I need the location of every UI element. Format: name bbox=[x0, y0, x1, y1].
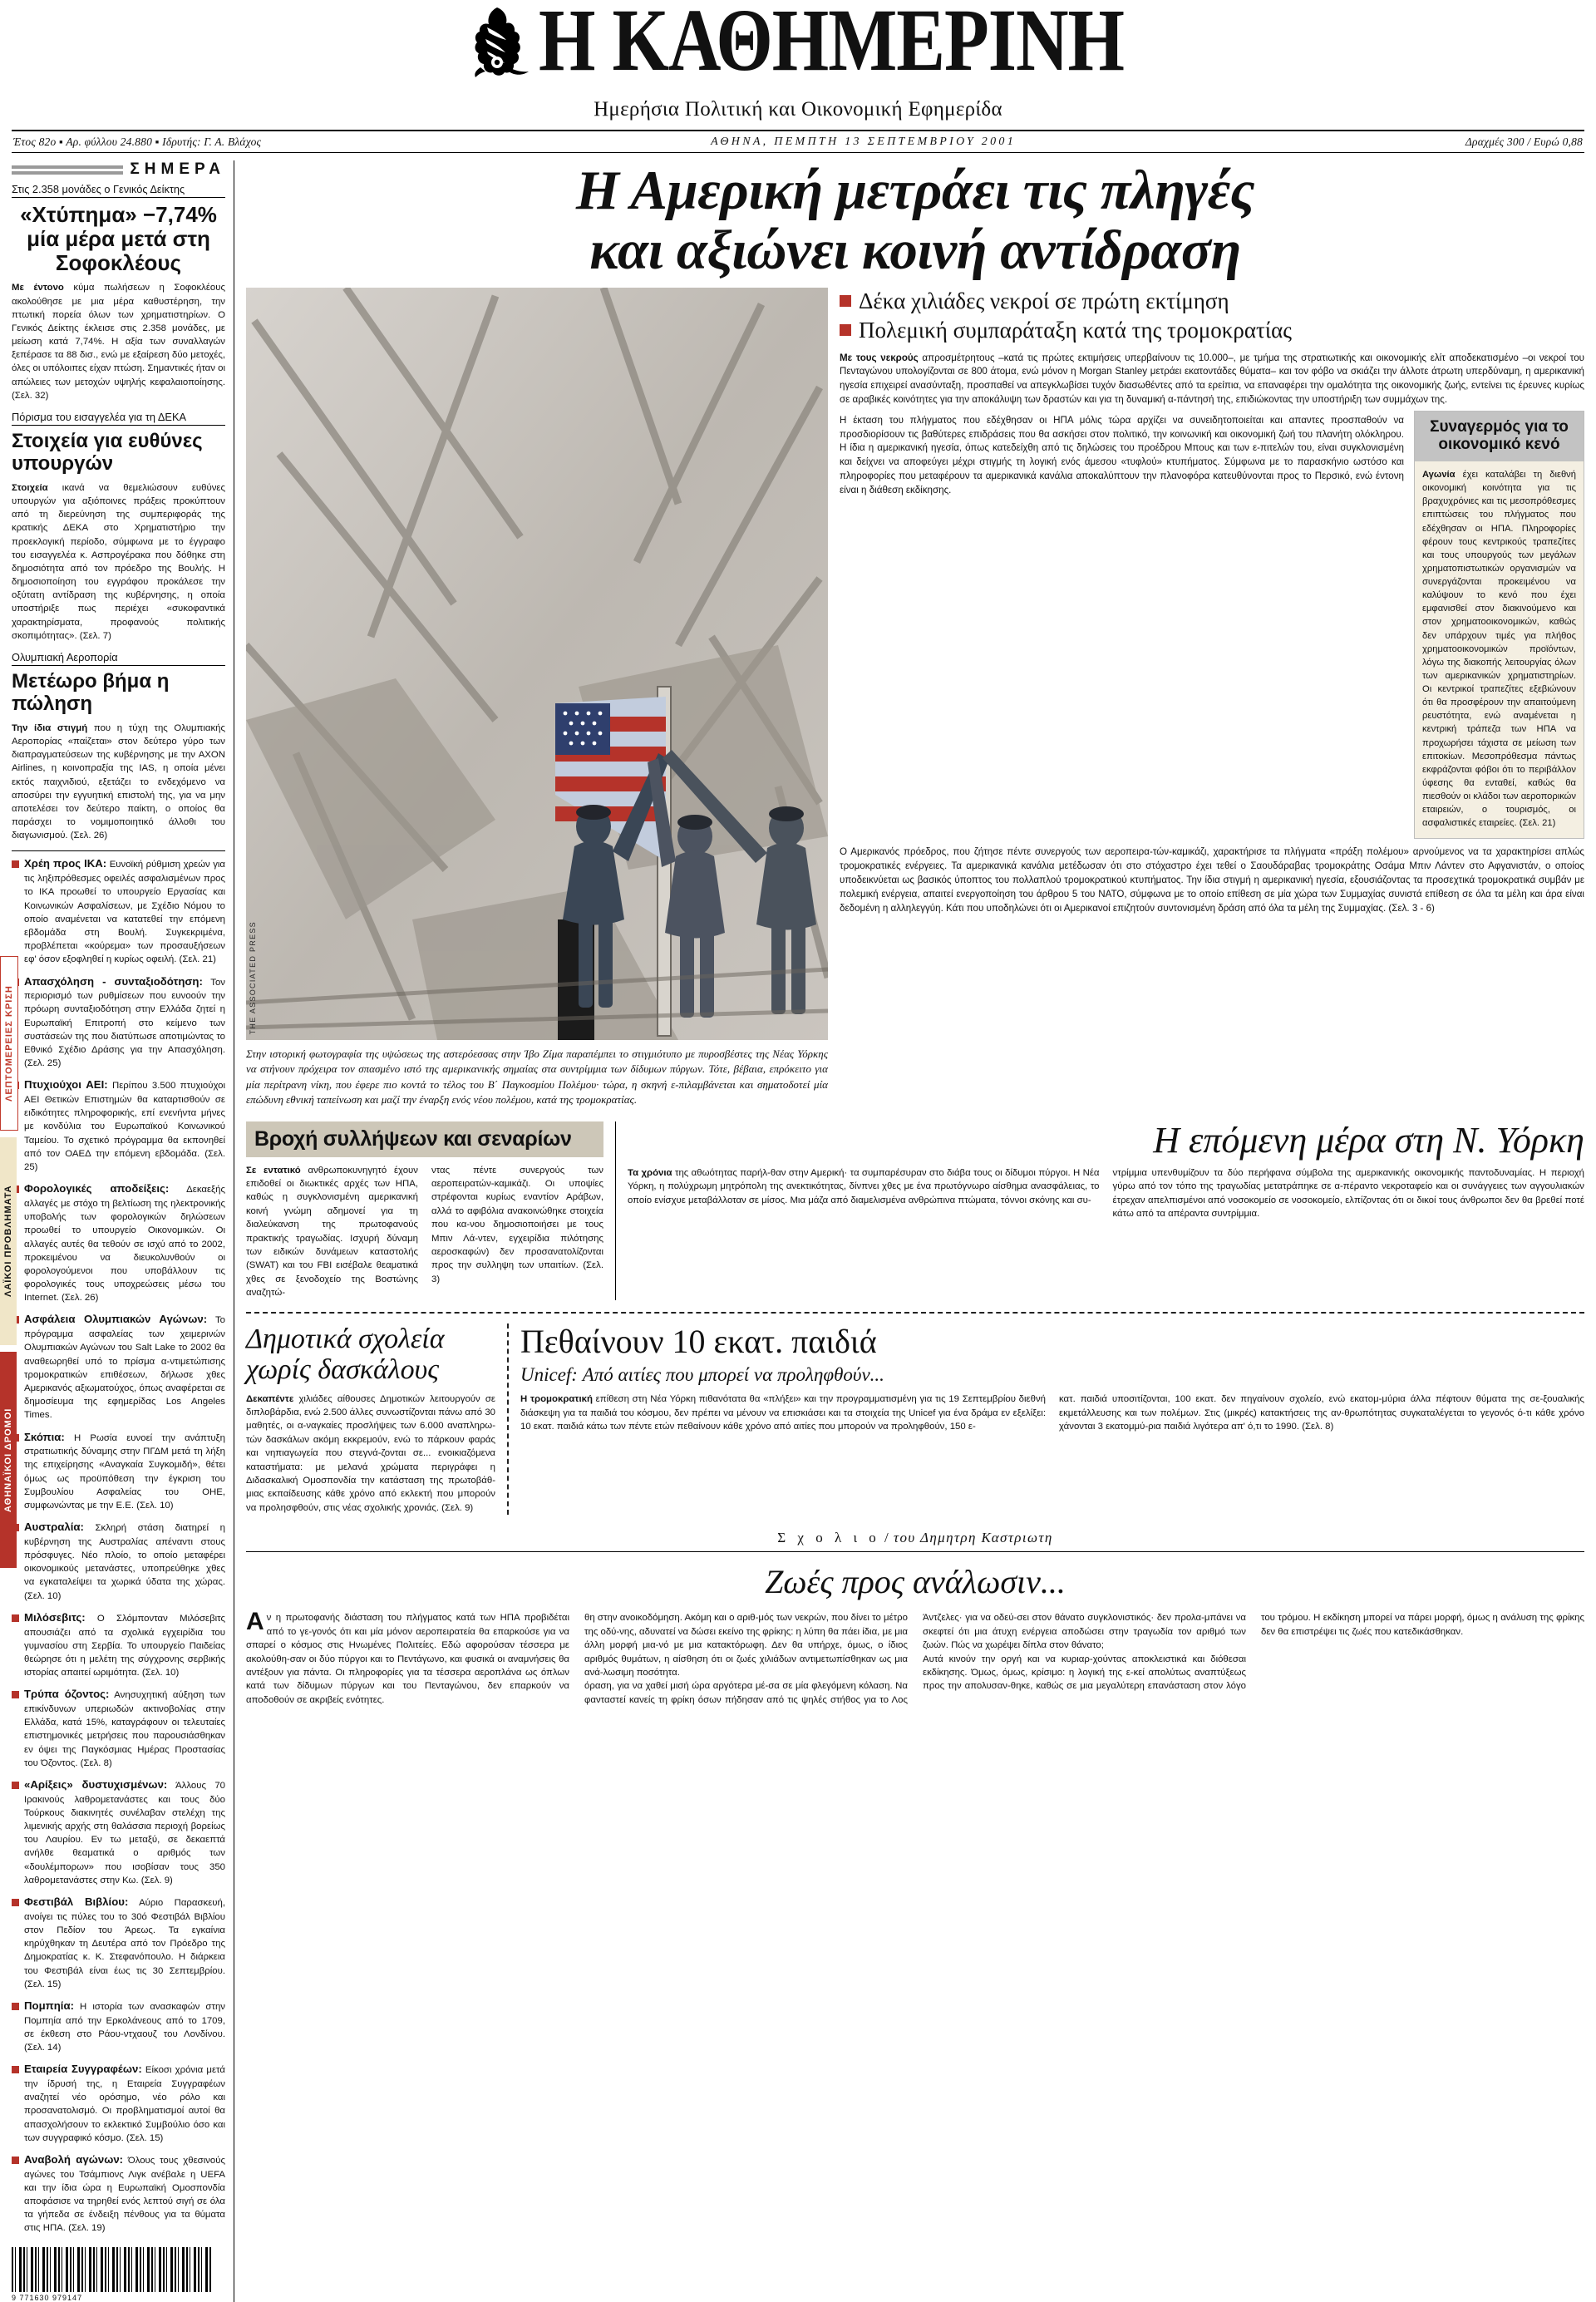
list-item[interactable] bbox=[12, 1430, 225, 1513]
economy-alert-box bbox=[1414, 411, 1584, 840]
spine-label-1: ΛΕΠΤΟΜΕΡΕΙΕΣ ΚΡΙΣΗ bbox=[0, 956, 18, 1131]
list-item[interactable] bbox=[12, 1895, 225, 1991]
hero-row bbox=[246, 288, 1584, 1108]
deka-lead-bold: Στοιχεία bbox=[12, 482, 48, 493]
brief-body: Ευνοϊκή ρύθμιση χρεών για τις ληξιπρόθεσμες οφειλές ασφαλισμένων προς το ΙΚΑ προωθεί το υπουργείο Εργασίας και Κοινωνικών Ασφαλίσεων, με Σχέδιο Νόμου το οποίο αναμένεται να κατατεθεί την επόμενη εβδομάδα στη Βουλή. Συγκεκριμένα, προβλέπεται «κούρεμα» των προσαυξήσεων εφ' όσον εξοφληθεί η κυρίως οφειλή. (Σελ. 21) bbox=[24, 860, 225, 965]
deck-two bbox=[246, 1121, 1584, 1300]
headline-line-1: Η Αμερική μετράει τις πληγές bbox=[575, 160, 1255, 221]
hero-photo-block bbox=[246, 288, 828, 1108]
arrests-col-1 bbox=[246, 1164, 418, 1300]
brief-body: Η ιστορία των ανασκαφών στην Πομπηία από την Ερκολάνεους από το 1709, σε έκθεση στο Ράου-ντχαουζ του Λονδίνου. (Σελ. 14) bbox=[24, 2001, 225, 2053]
brief-body: Περίπου 3.500 πτυχιούχοι ΑΕΙ Θετικών Επιστημών θα καταρτισθούν σε ειδικότητες πληροφορικής, επί ενενήντα μήνες με κονδύλια του Ευρωπαϊκού Κοινωνικού Ταμείου. Το σχετικό πρόγραμμα θα εκπονηθεί από τον ΟΑΕΔ την επόμενη εβδομάδα. (Σελ. 25) bbox=[24, 1081, 225, 1173]
stocks-kicker: Στις 2.358 μονάδες ο Γενικός Δείκτης bbox=[12, 183, 225, 198]
masthead-title: Η ΚΑΘΗΜΕΡΙΝΗ bbox=[539, 0, 1124, 91]
brief-text bbox=[24, 974, 225, 1071]
arrests-bold: Σε εντατικό bbox=[246, 1165, 301, 1176]
commentary-col-3: όραση, για να χαθεί μισή ώρα αργότερα μέ-σα σε μία φλεγόμενη κόλαση. Να φανταστεί κανείς τη φρίκη όσων πήδησαν από τις ψηλές στήθος για το Λος Άντζελες· για να οδεύ-σει στον θάνατο συγκλονιστικός· δεν προλα-μπάνει να σκεφτεί ότι μια άτυχη ενέργεια αποδώσει στην τραγωδία τον αριθμό των ζωών. Πώς να χωρέψει δίπλα στον θάνατο; bbox=[584, 1613, 1246, 1705]
barcode bbox=[12, 2247, 211, 2302]
economy-box-body bbox=[1415, 461, 1584, 838]
bullet-square-icon bbox=[12, 1899, 19, 1906]
lead-intro-bold: Με τους νεκρούς bbox=[840, 352, 919, 363]
bullet-square-icon bbox=[12, 860, 19, 868]
brief-title: Εταιρεία Συγγραφέων: bbox=[24, 2063, 142, 2076]
bullet-square-icon bbox=[12, 1614, 19, 1622]
brief-title: Αναβολή αγώνων: bbox=[24, 2152, 124, 2166]
list-item[interactable] bbox=[12, 1687, 225, 1770]
lead-intro-text: απροσμέτρητους –κατά τις πρώτες εκτιμήσεις υπερβαίνουν τις 10.000–, με τμήμα της στρατιωτικής και οικονομικής ελίτ αποδεκατισμένο –οι νεκροί του Πενταγώνου υπολογίζονται σε 800 άτομα, ενώ μόνον η Morgan Stanley μετράει εκατοντάδες θύματα– και τον φόβο να σκιάζει την άλλοτε άτρωτη υπερδύναμη, η αμερικανική ηγεσία επιχειρεί ανασύνταξη, προσπαθεί να απεγκλωβίσει τυχόν διασωθέντες από τα ερείπια, να επαναφέρει την ομαλότητα της οικονομικής ζωής, εντείνει τις έρευνες κυρίως σε αραβικές κοινότητες για την αποκάλυψη των δραστών και για τη δυναμική α-πάντησή της, επιδιώκοντας την υποστήριξη των συμμάχων της. bbox=[840, 352, 1584, 405]
brief-text bbox=[24, 1999, 225, 2054]
unicef-columns bbox=[520, 1393, 1584, 1433]
schools-body-text: χιλιάδες αίθουσες Δημοτικών λειτουργούν σε διπλοβάρδια, ενώ 2.500 άλλες συνωστίζονται πάνω από 30 μαθητές, οι α-ναγκαίες προσλήψεις των 6.000 αναπληρω-τών δασκάλων ακόμη εκκρεμούν, ενώ το πάρκουν φαράς και νηπιαγωγεία που στεγνά-ζονται σε... ενοικιαζόμενα καταστήματα: με μελανά χρώματα περιγράφει η Διδασκαλική Ομοσπονδία την κατάσταση της πρωτοβάθ-μιας εκπαίδευσης κάθε χρόνο από εκλεκτή που μπορούν να προλησφθούν, στις νέας σχολικής χρονιάς. (Σελ. 9) bbox=[246, 1393, 495, 1513]
main-content bbox=[12, 160, 1584, 2302]
olympic-lead-bold: Την ίδια στιγμή bbox=[12, 722, 88, 733]
hero-photo bbox=[246, 288, 828, 1040]
sidebar-label: ΣΗΜΕΡΑ bbox=[130, 160, 225, 178]
economy-box-bold: Αγωνία bbox=[1422, 470, 1456, 481]
brief-text bbox=[24, 1520, 225, 1603]
brief-text bbox=[24, 856, 225, 966]
brief-title: Πομπηία: bbox=[24, 1999, 74, 2012]
masthead-price: Δραχμές 300 / Ευρώ 0,88 bbox=[1465, 136, 1583, 148]
deka-body-text: ικανά να θεμελιώσουν ευθύνες υπουργών για αξιόποινες πράξεις προκύπτουν από τη διερεύνηση της συμπεριφοράς της κρατικής ΔΕΚΑ στο Χρηματιστήριο την προεκλογική περίοδο, σύμφωνα με το έγγραφο του εισαγγελέα κ. Ασπρογέρακα που δόθηκε στη δημοσιότητα από τον πρόεδρο της Βουλής. Η δημοσιοποίηση του εγγράφου προκάλεσε την οξύτατη αντίδραση της κυβέρνησης, η οποία υποστήριξε πως περιέχει «συκοφαντικά χαρακτηρίσματα, προφανούς πολιτικής σκοπιμότητας». (Σελ. 7) bbox=[12, 482, 225, 641]
deka-headline[interactable]: Στοιχεία για ευθύνες υπουργών bbox=[12, 430, 203, 475]
story-arrests bbox=[246, 1121, 603, 1300]
brief-title: Μιλόσεβιτς: bbox=[24, 1610, 86, 1624]
commentary-byline: του Δημητρη Καστριωτη bbox=[894, 1530, 1053, 1546]
spine-label-3: ΑΘΗΝΑΪΚΟΙ ΔΡΟΜΟΙ bbox=[0, 1352, 17, 1568]
commentary-col-4: Αυτά κινούν την οργή και να κυριαρ-χούντας αποκλειστικά και διόθεσαι εκδίκησης. Όμως, όμως, κρίσιμο: η λογική της ε-κεί απολύτως αναπτύξεως προς την απολυσαν-θηκε, καθώς σε μια μεγαλύτερη επανάσταση στον λόγο του τρόμου. Η εκδίκηση μπορεί να πάρει μορφή, όμως η ανάλυση της φρίκης δεν θα επιστρέψει τις ζωές που κατεδικάσθηκαν. bbox=[923, 1613, 1584, 1692]
schools-headline-line-1: Δημοτικά σχολεία bbox=[246, 1323, 445, 1354]
unicef-headline[interactable]: Πεθαίνουν 10 εκατ. παιδιά bbox=[520, 1322, 877, 1360]
commentary-label: Σ χ ο λ ι ο bbox=[777, 1530, 880, 1546]
barcode-bars bbox=[12, 2247, 211, 2292]
list-item[interactable] bbox=[12, 1520, 225, 1603]
masthead-subtitle: Ημερήσια Πολιτική και Οικονομική Εφημερίδα bbox=[594, 98, 1002, 121]
bullet-square-icon bbox=[840, 324, 851, 336]
bullet-square-icon bbox=[12, 2066, 19, 2073]
left-spine bbox=[0, 956, 22, 1568]
list-item[interactable] bbox=[12, 1610, 225, 1679]
brief-title: Πτυχιούχοι ΑΕΙ: bbox=[24, 1078, 108, 1092]
unicef-bold: Η τρομοκρατική bbox=[520, 1394, 593, 1405]
sidebar-header bbox=[12, 160, 225, 179]
stocks-lead-bold: Με έντονο bbox=[12, 283, 64, 293]
nextday-bold: Τα χρόνια bbox=[628, 1167, 672, 1178]
list-item[interactable] bbox=[12, 1777, 225, 1887]
bullet-square-icon bbox=[12, 1782, 19, 1789]
photo-credit: THE ASSOCIATED PRESS bbox=[249, 921, 257, 1035]
schools-headline[interactable] bbox=[246, 1324, 495, 1386]
story-unicef bbox=[507, 1324, 1584, 1516]
nextday-col-2: ντρίμμια υπενθυμίζουν τα δύο περήφανα σύμβολα της αμερικανικής οικονομικής παντοδυναμίας. Η περιοχή γύρω από τον τόπο της τραγωδίας μετατράπηκε σε α-πέραντο νεκροταφείο και οι συνάγγειες των αγγουλιακών έτρεχαν απελπισμένοι από νοσοκομείο σε νοσοκομείο, ελπίζοντας ότι οι δικοί τους άνθρωποι δεν θα βρεθεί ποτέ κάτω από τα απέραντα συντρίμμια. bbox=[1112, 1167, 1584, 1219]
nextday-columns bbox=[628, 1166, 1584, 1221]
nextday-col-1-text: της αθωότητας παρήλ-θαν στην Αμερική· τα συμπαρέσυραν στο διάβα τους οι δίδυμοι πύργοι. Η Νέα Υόρκη, η πολύχρωμη μητρόπολη της ανεκτικότητας, δίνπνει χθες με ένα πρωτόγνωρο αίσθημα ανασφάλειας, το οποίο ενίσχυε μεταβάλλοταν σε μίσος. Μια μάζα από διαμελισμένα ανθρώπινα πτώματα, τόννοι σκόνης και συ- bbox=[628, 1167, 1100, 1205]
bullet-square-icon bbox=[840, 295, 851, 307]
brief-body: Ανησυχητική αύξηση των επικίνδυνων υπεριωδών ακτινοβολίας στην Ελλάδα, κατά 15%, καταγράφουν οι τελευταίες επιστημονικές μετρήσεις που παρουσιάσθηκαν εν όψει της Παγκόσμιας Ημέρας Προστασίας του Όζοντος. (Σελ. 8) bbox=[24, 1690, 225, 1768]
brief-body: Είκοσι χρόνια μετά την ίδρυσή της, η Εταιρεία Συγγραφέων αναζητεί νέο ορόσημο, νέο ρόλο και προσανατολισμό. Οι προβληματισμοί αυτοί θα απασχολήσουν το εκλεκτικό Συμβούλιο όσο και των συγγραφικό κόσμο. (Σελ. 15) bbox=[24, 2065, 225, 2143]
bullet-square-icon bbox=[12, 2003, 19, 2010]
commentary-title[interactable]: Ζωές προς ανάλωσιν... bbox=[765, 1563, 1066, 1601]
list-item[interactable] bbox=[840, 288, 1584, 315]
brief-title: Απασχόληση - συνταξιοδότηση: bbox=[24, 974, 203, 988]
list-item[interactable] bbox=[840, 317, 1584, 344]
brief-body: Άλλους 70 Ιρακινούς λαθρομετανάστες και τους δύο Τούρκους διακινητές συνέλαβαν στελέχη της λιμενικής αρχής στη θαλάσσια περιοχή βορείως του Λαυρίου. Εν τω μεταξύ, σε δεκαεπτά ανήλθε θεαματικά ο αριθμός των «δουλέμπορων» που ισοβίσαν τους 350 λαθρομετανάστες στην Κω. (Σελ. 9) bbox=[24, 1781, 225, 1885]
brief-text bbox=[24, 2152, 225, 2235]
headline-line-2: και αξιώνει κοινή αντίδραση bbox=[589, 219, 1241, 282]
sidebar-header-rules bbox=[12, 163, 123, 177]
brief-title: «Αρίξεις» δυστυχισμένων: bbox=[24, 1778, 168, 1791]
brief-body: Ο Σλόμπονταν Μιλόσεβιτς απουσιάζει από τα σχολικά εγχειρίδια του γυμνασίου στη Σερβία. Το υπουργείο Παιδείας θεώρησε ότι η μελέτη της σύγχρονης σερβικής ιστορίας απαιτεί ωριμότητα. (Σελ. 10) bbox=[24, 1613, 225, 1678]
olympic-headline[interactable]: Μετέωρο βήμα η πώληση bbox=[12, 670, 170, 715]
list-item[interactable] bbox=[12, 2152, 225, 2235]
list-item[interactable] bbox=[12, 1312, 225, 1422]
page-title[interactable] bbox=[246, 160, 1584, 281]
lead-bullets bbox=[840, 288, 1584, 344]
olympic-kicker: Ολυμπιακή Αεροπορία bbox=[12, 651, 225, 666]
brief-title: Αυστραλία: bbox=[24, 1521, 84, 1534]
brief-title: Φεστιβάλ Βιβλίου: bbox=[24, 1895, 129, 1909]
brief-text bbox=[24, 1430, 225, 1513]
masthead-rule-bottom bbox=[12, 152, 1584, 153]
masthead bbox=[12, 0, 1584, 153]
commentary-columns bbox=[246, 1608, 1584, 1707]
schools-headline-line-2: χωρίς δασκάλους bbox=[246, 1354, 440, 1386]
commentary-col-2: θη στην ανοικοδόμηση. Ακόμη και ο αριθ-μός των νεκρών, που δίνει το μέτρο της οδύ-νης, αδυνατεί να δώσει εκείνο της φρίκης: η λύπη θα πάει ίδια, με μια άλλη μορφή μια-νό με μια κατακτόρωφη. Δεν θα υπήρχε, όμως, ο ίδιος αριθμός θυμάτων, η αίσθηση ότι οι ζωές χιλιάδων αντιμετωπίσθηκαν ως μια ανά-λωσιμη ποσότητα. bbox=[584, 1613, 908, 1678]
brief-text bbox=[24, 1610, 225, 1679]
spine-label-2: ΛΑΪΚΟΙ ΠΡΟΒΛΗΜΑΤΑ bbox=[0, 1137, 17, 1345]
brief-text bbox=[24, 1181, 225, 1304]
section-divider-dashed bbox=[246, 1312, 1584, 1314]
deka-body bbox=[12, 481, 225, 643]
commentary-col-1: Αν η πρωτοφανής διάσταση του πλήγματος κατά των ΗΠΑ προβιδέται από το γε-γονός ότι και μία μόνον αεροπειρατεία θα επαρκούσε για να σπαρεί ο κόσμος στις Ηνωμένες Πολιτείες. Εδώ αφορούσαν τέσσερα με ακολούθη-σαν οι δύο πύργοι και το Πεντάγωνο, και φυσικά οι αναμνήσεις θα αντέξουν για πάντα. Οι πληροφορίες για τα τέσσερα αεροπλάνα ως όπλων κατά των δίδυμων πύργων και του Πενταγώνου, δεν επαρκούν να αποδοθούν σε ακριβείς ενότητες. bbox=[246, 1608, 569, 1705]
nextday-col-1 bbox=[628, 1166, 1100, 1207]
nextday-headline[interactable]: Η επόμενη μέρα στη Ν. Υόρκη bbox=[1153, 1119, 1584, 1161]
unicef-subheadline: Unicef: Από αιτίες που μπορεί να προληφθούν... bbox=[520, 1363, 884, 1385]
bullet-square-icon bbox=[12, 2157, 19, 2164]
bullet-square-icon bbox=[12, 1691, 19, 1698]
economy-box-text: έχει καταλάβει τη διεθνή οικονομική κοινότητα για τις βραχυχρόνιες και τις μεσοπρόθεσμες επιπτώσεις του πλήγματος που εδέχθησαν οι ΗΠΑ. Πληροφορίες φέρουν τους κεντρικούς τραπεζίτες και τους υπουργούς των μεγάλων χρηματοπιστωτικών οργανισμών να συνεργάζονται προκειμένου να καλύψουν το κενό που έχει εμφανισθεί στον διακινούμενο και στον χρηματοοικονομικών, καθώς δεν υπάρχουν τιμές για πλήθος χρηματοοικονομικών προϊόντων, λόγω της διακοπής λειτουργίας όλων των αμερικανικών χρηματιστηρίων. Οι κεντρικοί τραπεζίτες εξεβιώνουν ότι θα προσφέρουν την απαιτούμενη ρευστότητα, ενώ αναμένεται η κεντρική τράπεζα των ΗΠΑ να προχωρήσει τάχιστα σε μείωση των επιτοκίων. Μεσοπρόθεσμα πάντως εκφράζονται φόβοι ότι το περιβάλλον ύφεσης θα ενταθεί, καθώς θα πιεσθούν οι κλάδοι των αεροπορικών εταιρειών, ο τουρισμός, οι ασφαλιστικές εταιρείες. (Σελ. 21) bbox=[1422, 470, 1576, 829]
lead-secondary-text bbox=[840, 407, 1404, 840]
commentary-rule bbox=[246, 1551, 1584, 1552]
brief-body: Σκληρή στάση διατηρεί η κυβέρνηση της Αυστραλίας απέναντι στους πρόσφυγες. Νέο πλοίο, το οποίο μεταφέρει οικονομικούς μετανάστες, υποπρεύθηκε χθες να εγκαταλείψει τα χωρικά ύδατα της χώρας. (Σελ. 10) bbox=[24, 1523, 225, 1601]
sidebar-today bbox=[12, 160, 234, 2302]
unicef-col-1-text: επίθεση στη Νέα Υόρκη πιθανότατα θα «πλήξει» και την προγραμματισμένη για τις 19 Σεπτεμβρίου διεθνή διάσκεψη για τα παιδιά του κόσμου, δεν πρέπει να μένουν να επισκιάσει και τα στοιχεία της Unicef για ένα δράμα εν εξελίξει: 10 εκατ. παιδιά κάτω των πέντε ετών πεθαίνουν κάθε χρόνο από αιτίες που μπορούν να προληφθούν, 150 ε- bbox=[520, 1394, 1046, 1432]
list-item[interactable] bbox=[12, 1999, 225, 2054]
brief-text bbox=[24, 1312, 225, 1422]
brief-body: Όλους τους χθεσινούς αγώνες του Τσάμπιονς Λιγκ ανέβαλε η UEFA και την ίδια ώρα η Ευρωπαϊκή Ομοσπονδία αποφάσισε να τηρηθεί ενός λεπτού σιγή σε όλα τα γήπεδα σε ένδειξη πένθους για τα θύματα στις ΗΠΑ. (Σελ. 19) bbox=[24, 2155, 225, 2234]
olympic-body bbox=[12, 722, 225, 843]
brief-title: Χρέη προς ΙΚΑ: bbox=[24, 857, 107, 870]
arrests-headline[interactable]: Βροχή συλλήψεων και σεναρίων bbox=[246, 1121, 603, 1157]
olympic-body-text: που η τύχη της Ολυμπιακής Αεροπορίας «παίζεται» στον δεύτερο γύρο των διαπραγματεύσεων της κυβέρνησης με την ΑΧΟΝ Airlines, η κοινοπραξία της IAS, η οποία μένει εκτός παιχνιδιού, εξετάζει το ενδεχόμενο να αποσύρει την εγγυητική επιστολή της, για να μην αποτελέσει τον δεύτερο παίκτη, ο οποίος θα παράσχει το νομιμοποιητικό άλλοθι του διαγωνισμού. (Σελ. 26) bbox=[12, 722, 226, 841]
story-nextday bbox=[615, 1121, 1584, 1300]
hero-photo-illustration bbox=[246, 288, 828, 1040]
stocks-body-text: κύμα πωλήσεων η Σοφοκλέους ακολούθησε με μια μέρα καθυστέρηση, την πτωτική πορεία όλων των χρηματιστηρίων. Ο Γενικός Δείκτης έκλεισε στις 2.358 μονάδες, με μείωση κατά 7,74%. Η αξία των συναλλαγών ξεπέρασε τα 88 δισ., ενώ με εξαίρεση δύο μετοχές, όλες οι υπόλοιπες είχαν πτώση. Σημαντικές ήταν οι απώλειες των μετοχών υψηλής κεφαλαιοποίησης. (Σελ. 32) bbox=[12, 283, 225, 401]
brief-title: Φορολογικές αποδείξεις: bbox=[24, 1182, 170, 1195]
lead-intro bbox=[840, 352, 1584, 407]
arrests-columns bbox=[246, 1164, 603, 1300]
deck-three bbox=[246, 1324, 1584, 1516]
brief-text bbox=[24, 1687, 225, 1770]
lead-body-3: Ο Αμερικανός πρόεδρος, που ζήτησε πέντε συνεργούς των αεροπειρα-τών-καμικάζι, χαρακτήρισε τα πλήγματα «πράξη πολέμου» αρνούμενος να τα χαρακτηρίσει απλώς τρομοκρατικές ενέργειες. Τα αμερικανικά κανάλια μετέδωσαν ότι στο στόχαστρο έχει τεθεί ο Σαουδάραβας τρομοκράτης Οσάμα Μπιν Λάντεν στο Αφγανιστάν, ο οποίος υποδεικνύεται ως βασικός ύποπτος του πολλαπλού τρομοκρατικού κτυπήματος. Την ίδια στιγμή η αμερικανική ηγεσία, εξουσιάζοντας τα προσεχτικά τρομοκρατικά συμβάν με πολεμική ενέργεια, απαιτεί ενεργοποίηση του άρθρου 5 του ΝΑΤΟ, σύμφωνα με το οποίο επίθεση σε μία χώρα των Συμμαχίας συνιστά επίθεση σε όλα τα μέλη και άρα είναι δεδομένη η αλληλεγγύη. Κάτι που υποδηλώνει ότι οι Αμερικανοί επιζητούν συντονισμένη δράση από όλα τα μέλη της Συμμαχίας. (Σελ. 3 - 6) bbox=[840, 846, 1584, 914]
schools-bold: Δεκαπέντε bbox=[246, 1393, 294, 1404]
photo-caption: Στην ιστορική φωτογραφία της υψώσεως της αστερόεσσας στην Ίβο Ζίμα παραπέμπει το στιγμιότυπο με πυροσβέστες της Νέας Υόρκης να στήνουν πρόχειρα τον σπασμένο ιστό της αμερικανικής σημαίας στα συντρίμμια των δίδυμων πύργων. Τότε, βέβαια, επρόκειτο για μία περίτρανη νίκη, που έφερε πιο κοντά το τέλος του Β΄ Παγκοσμίου Πολέμου· τώρα, η σκηνή ε-πιλαμβάνεται και σηματοδοτεί μία επώδυνη εθνική ταπείνωση και μαζί την έναρξη ενός νέου πολέμου, κατά της τρομοκρατίας. bbox=[246, 1047, 828, 1107]
lead-headline-wrap bbox=[246, 160, 1584, 281]
masthead-logo-row bbox=[12, 0, 1584, 91]
main-column bbox=[234, 160, 1584, 2302]
lead-bullet-text: Δέκα χιλιάδες νεκροί σε πρώτη εκτίμηση bbox=[859, 288, 1229, 313]
brief-body: Αύριο Παρασκευή, ανοίγει τις πύλες του το 30ό Φεστιβάλ Βιβλίου στον Πεδίον του Άρεως. Τα εγκαίνια κηρύχθηκαν τη Δευτέρα από τον Πρόεδρο της Δημοκρατίας κ. Κ. Στεφανόπουλο. Η διάρκεια του Φεστιβάλ είναι έως τις 30 Σεπτεμβρίου. (Σελ. 15) bbox=[24, 1898, 226, 1989]
list-item[interactable] bbox=[12, 1181, 225, 1304]
commentary-slash: / bbox=[884, 1530, 894, 1546]
brief-body: Δεκαεξής αλλαγές με στόχο τη βελτίωση της ηλεκτρονικής υποβολής των φορολογικών δηλώσεων προωθεί το υπουργείο Οικονομικών. Οι αλλαγές αυτές θα τεθούν σε ισχύ από το 2002, προκειμένου να διευκολυνθούν οι φορολογούμενοι που υποβάλλουν τις φορολογικές τους υποχρεώσεις μέσω του Internet. (Σελ. 26) bbox=[24, 1185, 225, 1304]
list-item[interactable] bbox=[12, 974, 225, 1071]
brief-text bbox=[24, 1777, 225, 1887]
stocks-body bbox=[12, 281, 225, 402]
unicef-col-1 bbox=[520, 1393, 1046, 1433]
schools-body bbox=[246, 1393, 495, 1516]
brief-body: Η Ρωσία ευνοεί την ανάπτυξη στρατιωτικής δύναμης στην ΠΓΔΜ μετά τη λήξη της επιχείρησης «Αναγκαία Συγκομιδή», θέτει όμως ως προϋπόθεση την έγκριση του Συμβουλίου Ασφαλείας του ΟΗΕ, συμφωνώντας με την Ε.Ε. (Σελ. 10) bbox=[24, 1432, 225, 1511]
commentary-header bbox=[246, 1530, 1584, 1546]
arrests-col-1-text: ανθρωποκυνηγητό έχουν επιδοθεί οι διωκτικές αρχές των ΗΠΑ, καθώς η συγκλονισμένη αμερικανική κοινή γνώμη αδημονεί για τη διαλεύκανση της πρωτοφανούς πρακτικής τραγωδίας. Ισχυρή δύναμη των ειδικών δυνάμεων καταστολής (SWAT) και του FBI εισέβαλε θεαματικά χθες σε ξενοδοχείο της Βοστώνης αναζητώ- bbox=[246, 1165, 418, 1299]
brief-body: Τον περιορισμό των ρυθμίσεων που ευνοούν την πρόωρη συνταξιοδότηση στην Ελλάδα ζητεί η Ευρωπαϊκή Επιτροπή στο κείμενο των συστάσεών της που διατύπωσε αποτιμώντας το Εθνικό Σχέδιο Δράσης για την Απασχόληση. (Σελ. 25) bbox=[24, 977, 225, 1069]
eagle-logo-icon bbox=[472, 6, 534, 77]
list-item[interactable] bbox=[12, 1077, 225, 1174]
deka-kicker: Πόρισμα του εισαγγελέα για τη ΔΕΚΑ bbox=[12, 411, 225, 426]
brief-title: Τρύπα όζοντος: bbox=[24, 1688, 110, 1701]
list-item[interactable] bbox=[12, 856, 225, 966]
masthead-date: ΑΘΗΝΑ, ΠΕΜΠΤΗ 13 ΣΕΠΤΕΜΒΡΙΟΥ 2001 bbox=[711, 136, 1016, 148]
commentary-section bbox=[246, 1530, 1584, 1707]
unicef-col-2: κατ. παιδιά υποσιτίζονται, 100 εκατ. δεν πηγαίνουν σχολείο, ενώ εκατομ-μύρια άλλα πέφτουν θύματα της σε-ξουαλικής εκμετάλλευσης και των πολέμων. Στις (μικρές) κατακτήσεις της αν-θρωπότητας συγκαταλέγεται το γεγονός ό-τι κάθε χρόνο χάνονται 3 εκατομμύ-ρια παιδιά λιγότερα απ' ό,τι το 1990. (Σελ. 8) bbox=[1059, 1394, 1584, 1432]
arrests-col-2: ντας πέντε συνεργούς των αεροπειρατών-καμικάζι. Οι υποψίες στρέφονται κυρίως εναντίον Αράβων, αλλά το αφιβόλια ανακοινώθηκε στοιχεία που κα-νου δημοσιοποιήσει με τους Μπιν Λά-ντεν, εγχειρίδια πιλότησης αεροσκαφών) δεν προσανατολίζονται προς την συλληψη των υπαιτίων. (Σελ. 3) bbox=[431, 1165, 603, 1284]
brief-title: Σκόπια: bbox=[24, 1430, 65, 1443]
list-item[interactable] bbox=[12, 2062, 225, 2145]
brief-text bbox=[24, 1895, 225, 1991]
lead-column bbox=[840, 288, 1584, 916]
story-schools bbox=[246, 1324, 495, 1516]
brief-body: Το πρόγραμμα ασφαλείας των χειμερινών Ολυμπιακών Αγώνων του Salt Lake το 2002 θα αναθεωρηθεί υπό το πρίσμα α-ντιμετώπισης τρομοκρατικών επιθέσεων, δήλωσε χθες Αμερικανός αξιωματούχος, όπως αναφέρεται σε δημοσίευμα της εφημερίδας Los Angeles Times. bbox=[24, 1315, 226, 1421]
economy-box-title: Συναγερμός για το οικονομικό κενό bbox=[1415, 412, 1584, 461]
masthead-issue-info: Έτος 82ο ▪ Αρ. φύλλου 24.880 ▪ Ιδρυτής: Γ. Α. Βλάχος bbox=[13, 136, 262, 148]
masthead-dateline bbox=[12, 131, 1584, 152]
brief-text bbox=[24, 1077, 225, 1174]
lead-bullet-text: Πολεμική συμπαράταξη κατά της τρομοκρατίας bbox=[859, 317, 1292, 343]
brief-title: Ασφάλεια Ολυμπιακών Αγώνων: bbox=[24, 1313, 208, 1326]
lead-split bbox=[840, 407, 1584, 840]
brief-text bbox=[24, 2062, 225, 2145]
sidebar-divider bbox=[12, 850, 225, 851]
lead-body-2: Η έκταση του πλήγματος που εδέχθησαν οι ΗΠΑ μόλις τώρα αρχίζει να συνειδητοποιείται και απαντες προσπαθούν να προσδιορίσουν τις βαθύτερες επιδράσεις που θα ασκήσει στον πολιτικό, την κοινωνική και οικονομική ζωή του πλανήτη ολόκληρου. Η ίδια η αμερικανική ηγεσία, όπως κατεδείχθη από τις δηλώσεις του προέδρου Μπους και των ε-πιτελών του, είναι συγκλονισμένη και δείχνει να αποφεύγει μέχρι στιγμής τη λογική ενός άμεσου «τυφλού» κτυπήματος. Σύμφωνα με το παρασκήνιο ωστόσο και πληροφορίες που μεταφέρουν τα αμερικανικά κανάλια αποκαλύπτουν την πλανοφόρα κατευθύνονται προς το Περσικό, ενώ έντονη είναι η διάθεση εκδίκησης. bbox=[840, 414, 1404, 495]
stocks-headline[interactable]: «Χτύπημα» −7,74% μία μέρα μετά στη Σοφοκλέους bbox=[20, 202, 217, 276]
barcode-number: 9 771630 979147 bbox=[12, 2293, 83, 2302]
